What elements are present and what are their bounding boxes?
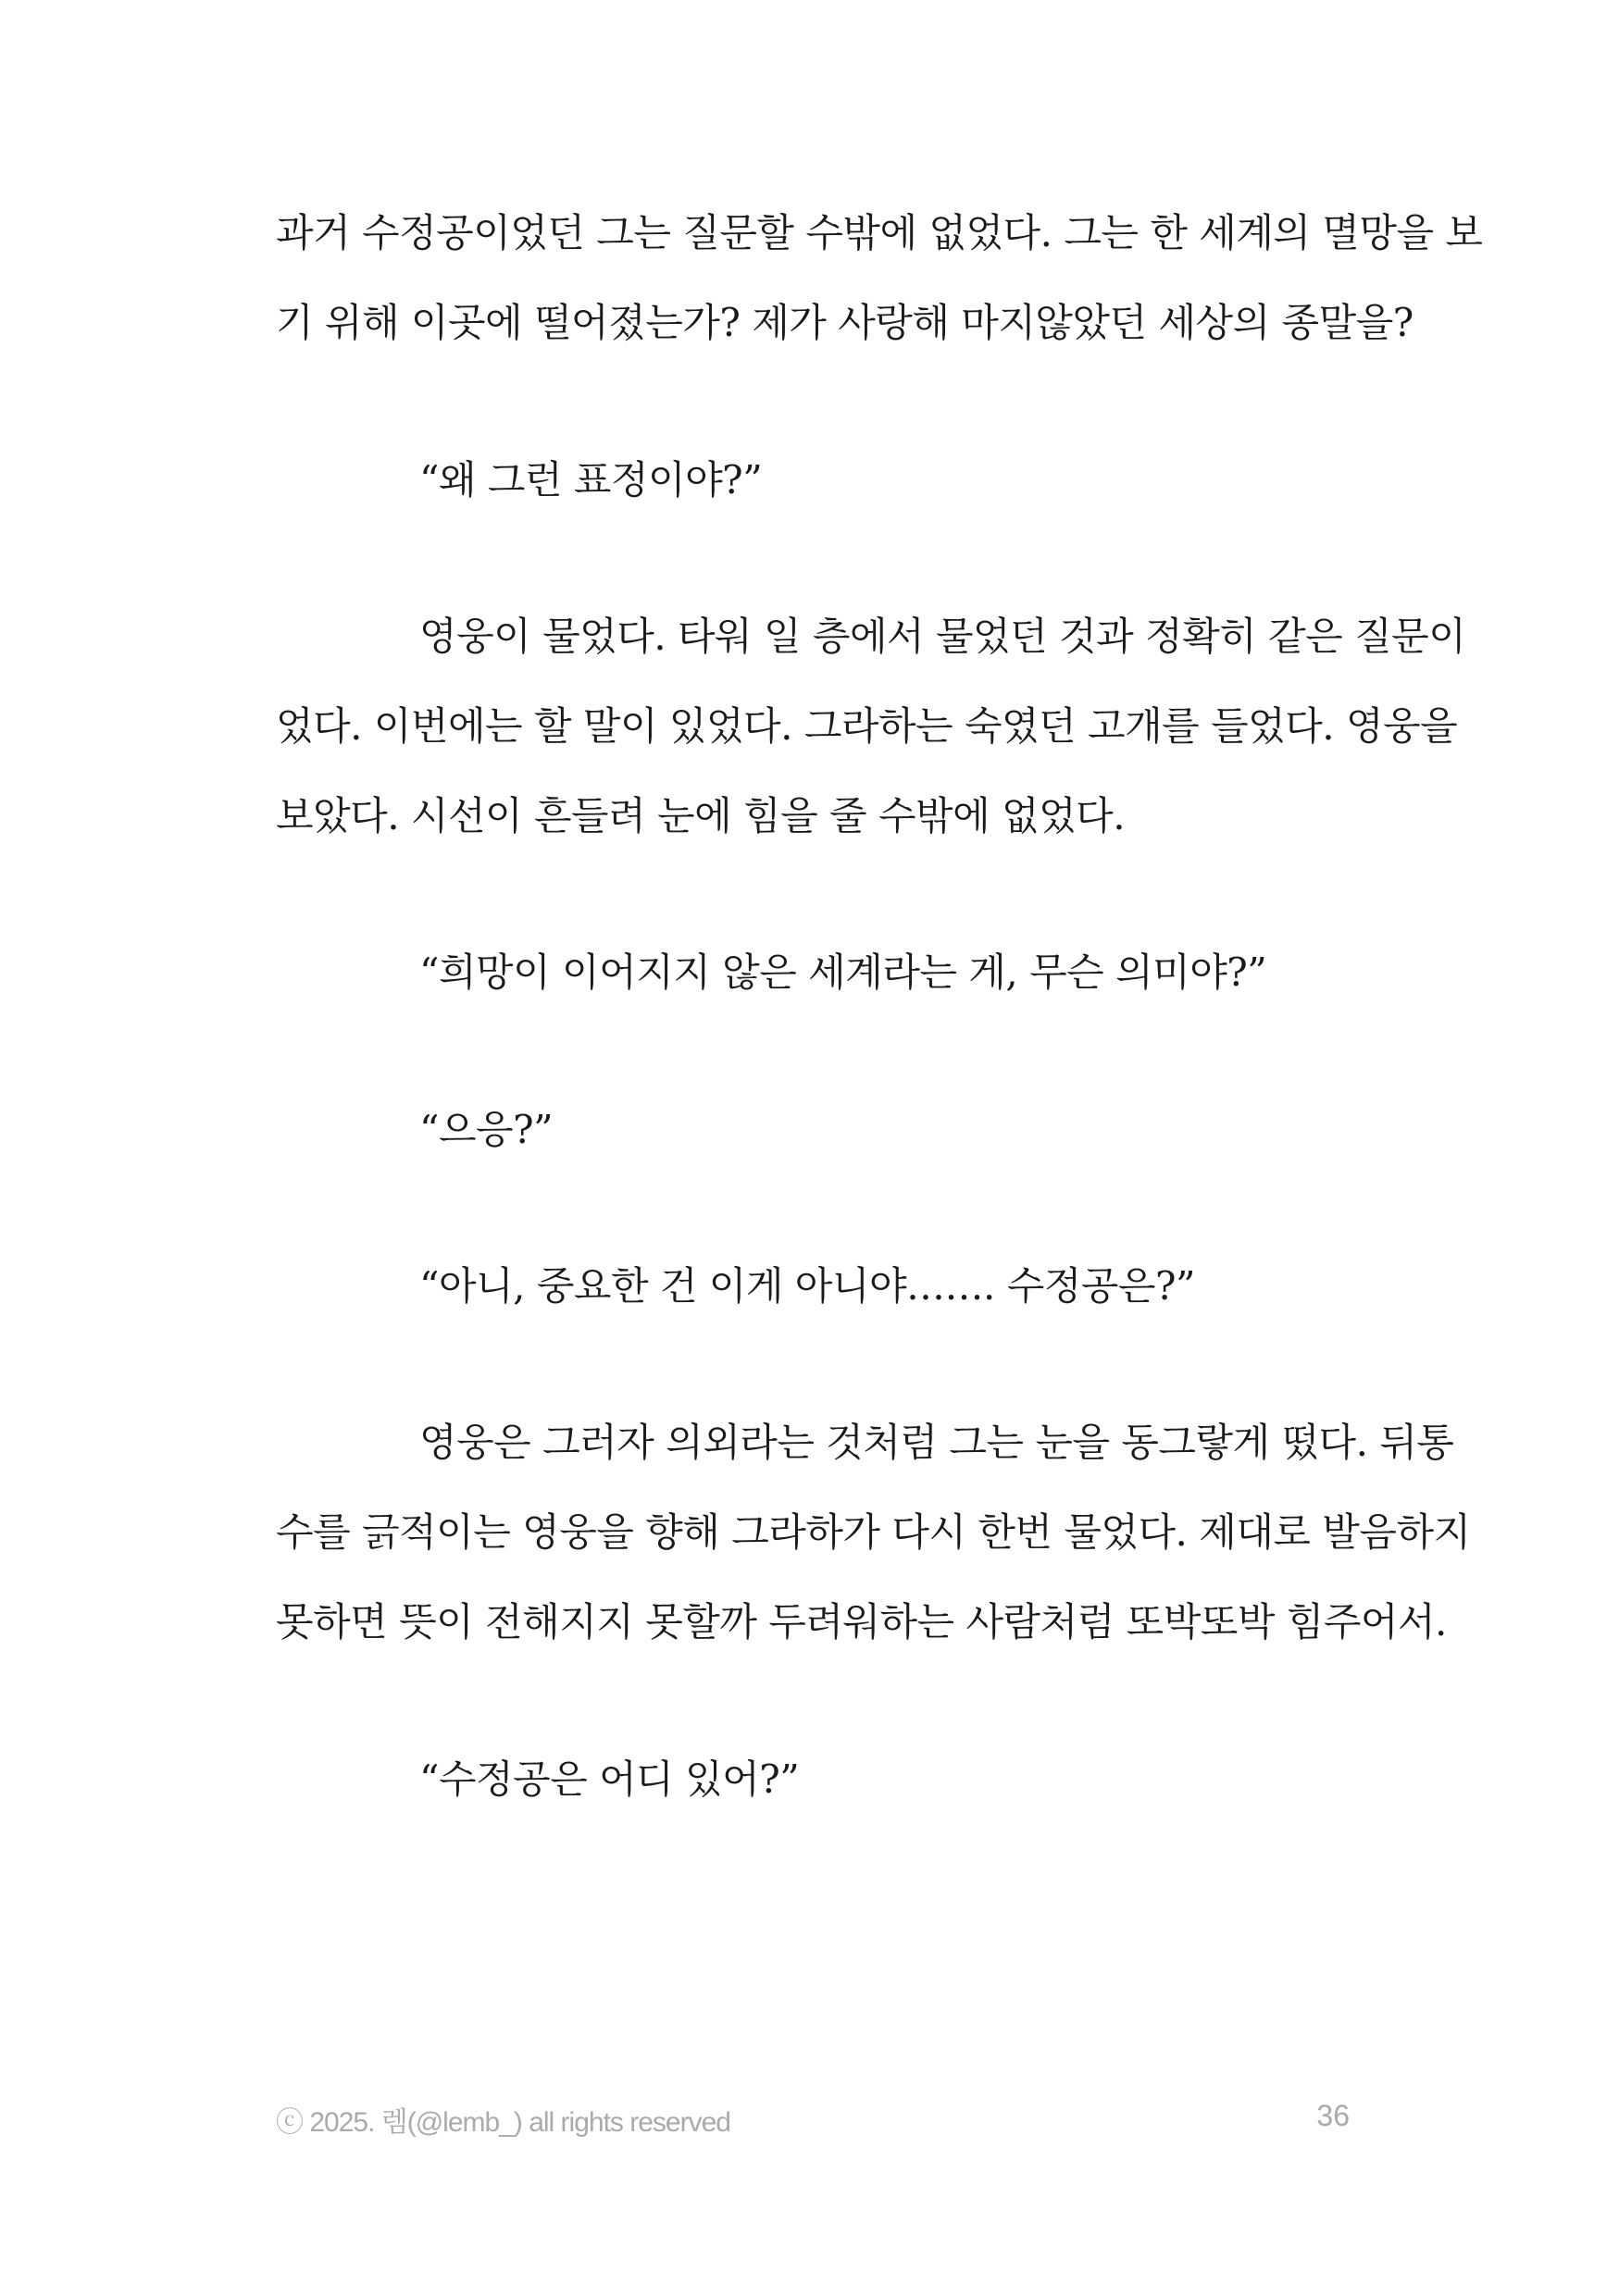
dialogue-line-3: “으응?” (419, 1107, 554, 1152)
paragraph-1-line-1: 과거 수정공이었던 그는 질문할 수밖에 없었다. 그는 한 세계의 멸망을 보 (276, 210, 1483, 255)
paragraph-1-line-2: 기 위해 이곳에 떨어졌는가? 제가 사랑해 마지않았던 세상의 종말을? (276, 300, 1414, 345)
paragraph-2-line-2: 었다. 이번에는 할 말이 있었다. 그라하는 숙였던 고개를 들었다. 영웅을 (276, 703, 1458, 749)
paragraph-3-line-2: 수를 긁적이는 영웅을 향해 그라하가 다시 한번 물었다. 제대로 발음하지 (276, 1509, 1471, 1555)
paragraph-2-line-1: 영웅이 물었다. 타워 일 층에서 물었던 것과 정확히 같은 질문이 (419, 614, 1466, 659)
page-number: 36 (1316, 2099, 1350, 2132)
dialogue-line-4: “아니, 중요한 건 이게 아니야……. 수정공은?” (419, 1263, 1195, 1309)
paragraph-3-line-3: 못하면 뜻이 전해지지 못할까 두려워하는 사람처럼 또박또박 힘주어서. (276, 1599, 1447, 1644)
dialogue-line-2: “희망이 이어지지 않은 세계라는 게, 무슨 의미야?” (419, 949, 1267, 995)
dialogue-line-1: “왜 그런 표정이야?” (419, 457, 763, 503)
paragraph-2-line-3: 보았다. 시선이 흔들려 눈에 힘을 줄 수밖에 없었다. (276, 793, 1126, 838)
paragraph-3-line-1: 영웅은 그러자 의외라는 것처럼 그는 눈을 동그랗게 떴다. 뒤통 (419, 1420, 1454, 1465)
dialogue-line-5: “수정공은 어디 있어?” (419, 1756, 800, 1802)
copyright-notice: ⓒ 2025. 렘(@lemb_) all rights reserved (276, 2107, 730, 2138)
